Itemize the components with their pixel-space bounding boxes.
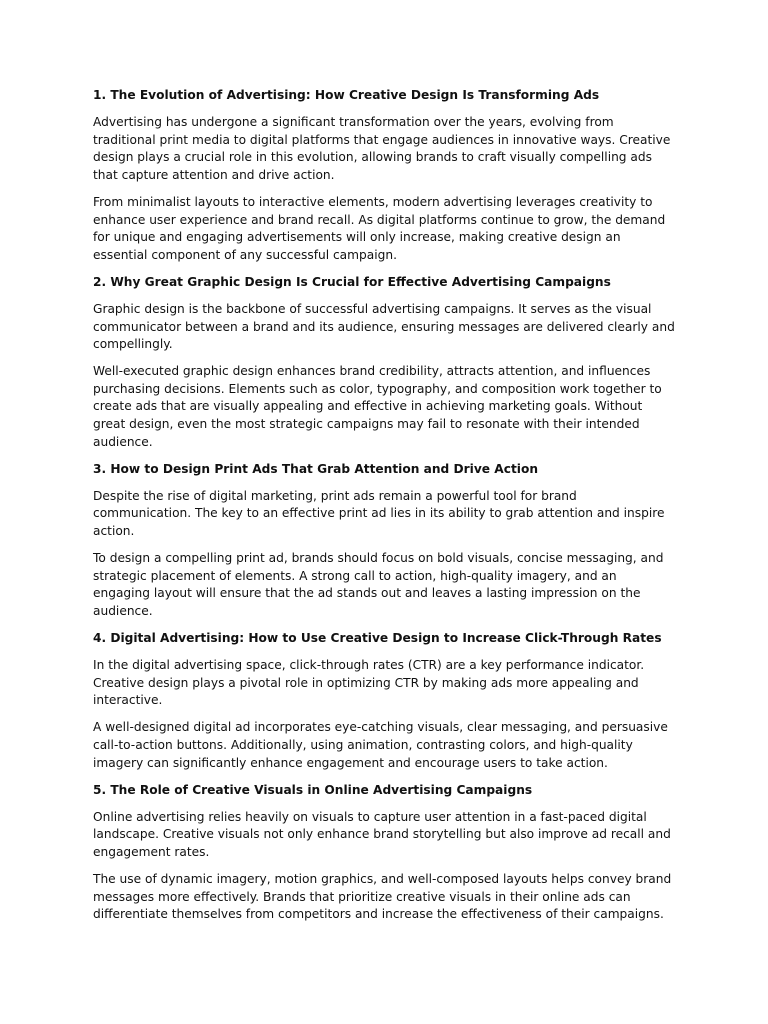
section-4 bbox=[93, 630, 675, 772]
document-page bbox=[93, 87, 675, 933]
section-heading: 1. The Evolution of Advertising: How Creative Design Is Transforming Ads bbox=[93, 88, 600, 102]
paragraph: In the digital advertising space, click-through rates (CTR) are a key performance indicator. Creative design plays a pivotal role in optimizing CTR by making ads more appealing and interactive. bbox=[93, 658, 645, 708]
section-heading: 5. The Role of Creative Visuals in Online Advertising Campaigns bbox=[93, 782, 533, 797]
paragraph: The use of dynamic imagery, motion graphics, and well-composed layouts helps convey brand messages more effectively. Brands that prioritize creative visuals in their online ads can differentiate themselves from competitors and increase the effectiveness of their campaigns. bbox=[93, 871, 672, 922]
section-5 bbox=[93, 782, 675, 924]
paragraph: Despite the rise of digital marketing, print ads remain a powerful tool for brand communication. The key to an effective print ad lies in its ability to grab attention and inspire action. bbox=[93, 488, 665, 538]
paragraph: Well-executed graphic design enhances brand credibility, attracts attention, and influences purchasing decisions. Elements such as color, typography, and composition work together to create ads that are visually appealing and effective in achieving marketing goals. Without great design, even the most strategic campaigns may fail to resonate with their intended audience. bbox=[93, 364, 662, 449]
paragraph: Online advertising relies heavily on visuals to capture user attention in a fast-paced digital landscape. Creative visuals not only enhance brand storytelling but also improve ad recall and engagement rates. bbox=[93, 809, 671, 859]
section-3 bbox=[93, 461, 675, 621]
paragraph: Advertising has undergone a significant transformation over the years, evolving from traditional print media to digital platforms that engage audiences in innovative ways. Creative design plays a crucial role in this evolution, allowing brands to craft visually compelling ads that capture attention and drive action. bbox=[93, 115, 671, 182]
section-1 bbox=[93, 87, 675, 264]
paragraph: Graphic design is the backbone of successful advertising campaigns. It serves as the visual communicator between a brand and its audience, ensuring messages are delivered clearly and compellingly. bbox=[93, 301, 675, 352]
paragraph: A well-designed digital ad incorporates eye-catching visuals, clear messaging, and persuasive call-to-action buttons. Additionally, using animation, contrasting colors, and high-quality imagery can significantly enhance engagement and encourage users to take action. bbox=[93, 720, 668, 770]
section-heading: 2. Why Great Graphic Design Is Crucial for Effective Advertising Campaigns bbox=[93, 274, 611, 289]
section-heading: 4. Digital Advertising: How to Use Creative Design to Increase Click-Through Rates bbox=[93, 630, 662, 645]
paragraph: To design a compelling print ad, brands should focus on bold visuals, concise messaging, and strategic placement of elements. A strong call to action, high-quality imagery, and an engaging layout will ensure that the ad stands out and leaves a lasting impression on the audience. bbox=[93, 551, 664, 618]
section-2 bbox=[93, 274, 675, 451]
section-heading: 3. How to Design Print Ads That Grab Attention and Drive Action bbox=[93, 461, 538, 476]
paragraph: From minimalist layouts to interactive elements, modern advertising leverages creativity to enhance user experience and brand recall. As digital platforms continue to grow, the demand for unique and engaging advertisements will only increase, making creative design an essential component of any successful campaign. bbox=[93, 194, 666, 262]
